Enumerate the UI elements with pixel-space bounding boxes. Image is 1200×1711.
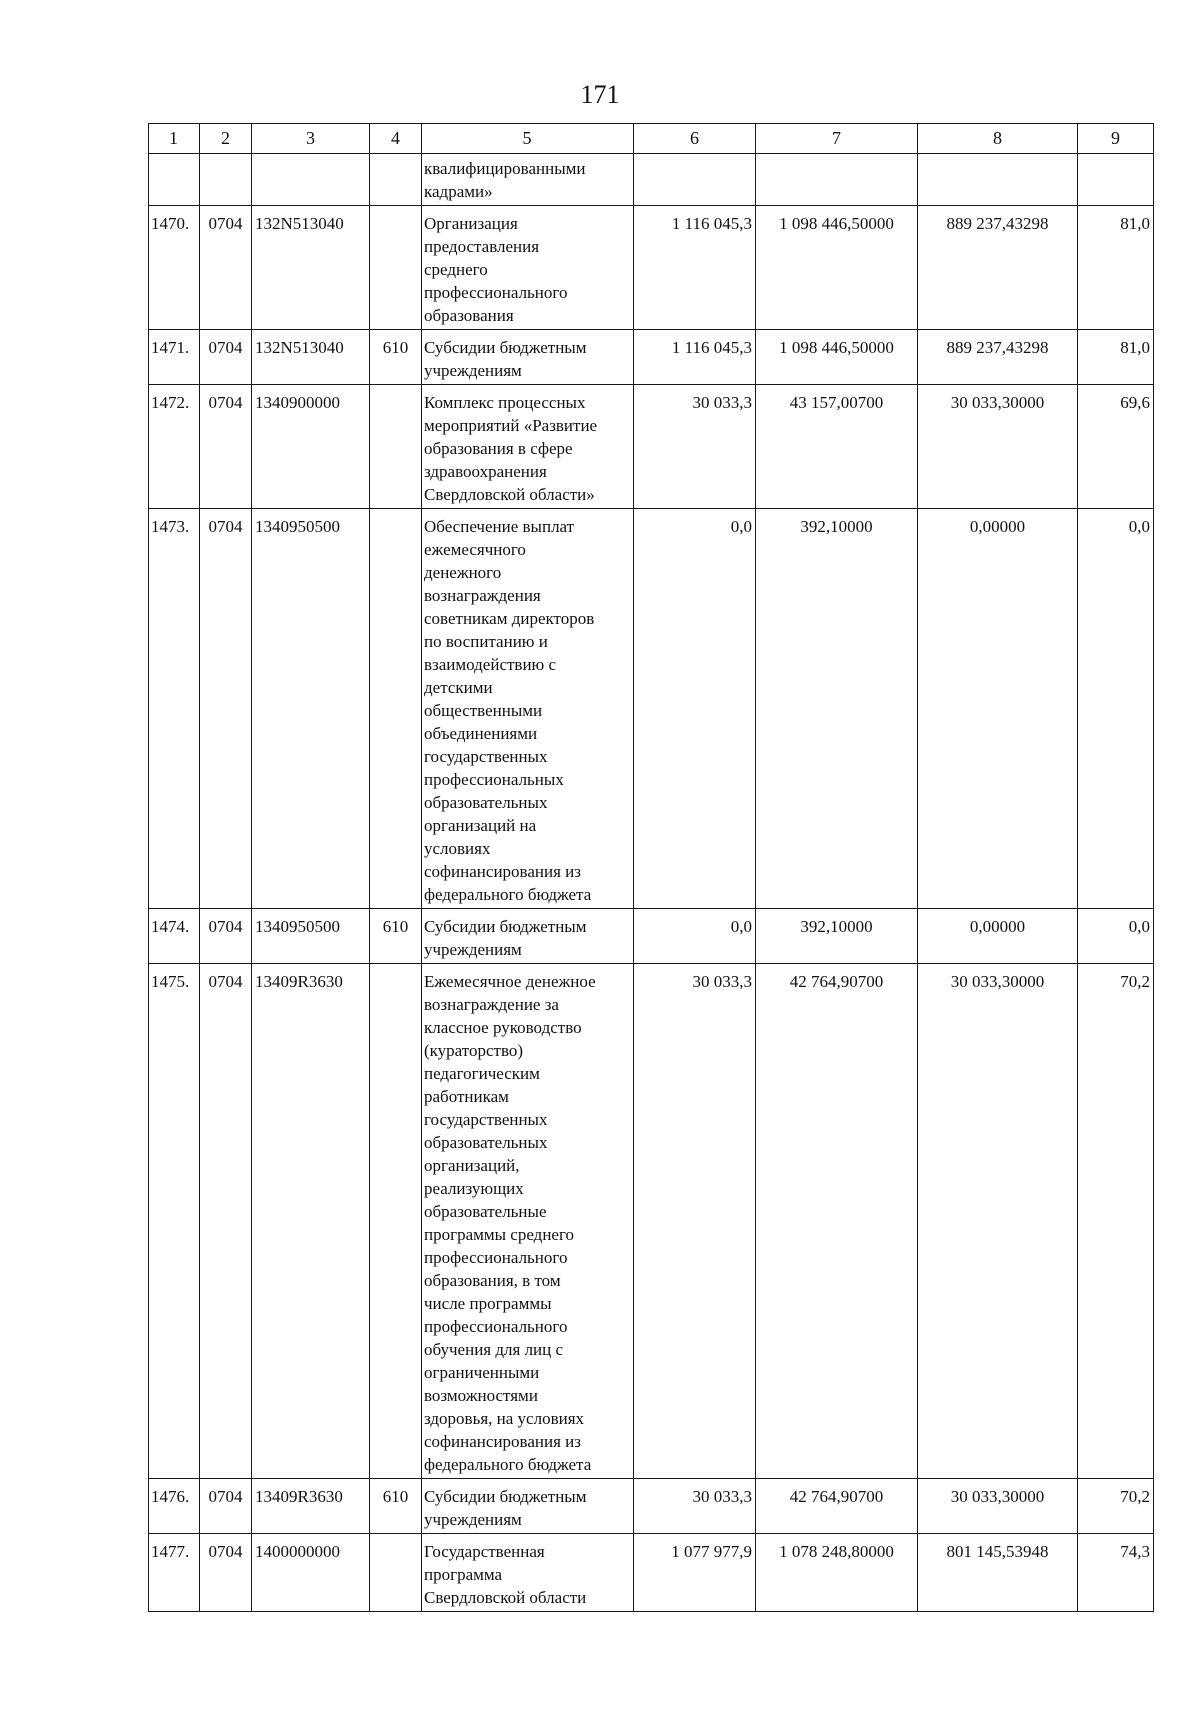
cell-name: квалифицированными кадрами» (422, 154, 634, 206)
cell-type (370, 964, 422, 1479)
cell-executed: 0,00000 (918, 909, 1078, 964)
cell-code: 132N513040 (252, 206, 370, 330)
cell-plan: 1 098 446,50000 (756, 330, 918, 385)
cell-percent: 0,0 (1078, 509, 1154, 909)
column-header-1: 1 (149, 124, 200, 154)
cell-approved: 1 116 045,3 (634, 330, 756, 385)
cell-name: Организация предоставления среднего профессионального образования (422, 206, 634, 330)
table-row (149, 330, 1154, 385)
cell-section: 0704 (200, 964, 252, 1479)
page-number: 171 (580, 80, 620, 109)
cell-type (370, 385, 422, 509)
cell-name: Обеспечение выплат ежемесячного денежного вознаграждения советникам директоров по воспитанию и взаимодействию с детскими общественными объединениями государственных профессиональных образовательных организаций на условиях софинансирования из федерального бюджета (422, 509, 634, 909)
cell-executed: 30 033,30000 (918, 1479, 1078, 1534)
cell-type (370, 1534, 422, 1612)
cell-approved (634, 154, 756, 206)
cell-section: 0704 (200, 509, 252, 909)
cell-approved: 1 116 045,3 (634, 206, 756, 330)
cell-plan: 42 764,90700 (756, 1479, 918, 1534)
cell-section: 0704 (200, 1479, 252, 1534)
column-header-6: 6 (634, 124, 756, 154)
cell-type (370, 154, 422, 206)
cell-percent: 70,2 (1078, 1479, 1154, 1534)
column-header-3: 3 (252, 124, 370, 154)
cell-approved: 1 077 977,9 (634, 1534, 756, 1612)
table-row (149, 1479, 1154, 1534)
cell-code: 1400000000 (252, 1534, 370, 1612)
cell-plan: 392,10000 (756, 509, 918, 909)
cell-plan: 392,10000 (756, 909, 918, 964)
table-row (149, 206, 1154, 330)
table-row (149, 509, 1154, 909)
cell-percent: 74,3 (1078, 1534, 1154, 1612)
cell-section: 0704 (200, 909, 252, 964)
cell-num: 1472. (149, 385, 200, 509)
column-header-2: 2 (200, 124, 252, 154)
cell-num: 1475. (149, 964, 200, 1479)
cell-approved: 30 033,3 (634, 964, 756, 1479)
cell-num: 1473. (149, 509, 200, 909)
cell-plan: 42 764,90700 (756, 964, 918, 1479)
cell-code: 132N513040 (252, 330, 370, 385)
cell-num: 1470. (149, 206, 200, 330)
column-header-7: 7 (756, 124, 918, 154)
cell-num: 1474. (149, 909, 200, 964)
cell-name: Субсидии бюджетным учреждениям (422, 909, 634, 964)
cell-name: Ежемесячное денежное вознаграждение за классное руководство (кураторство) педагогическим работникам государственных образовательных организаций, реализующих образовательные программы среднего профессионального образования, в том числе программы профессионального обучения для лиц с ограниченными возможностями здоровья, на условиях софинансирования из федерального бюджета (422, 964, 634, 1479)
cell-plan: 1 078 248,80000 (756, 1534, 918, 1612)
cell-plan (756, 154, 918, 206)
cell-section (200, 154, 252, 206)
cell-num: 1471. (149, 330, 200, 385)
column-header-5: 5 (422, 124, 634, 154)
cell-executed: 30 033,30000 (918, 964, 1078, 1479)
cell-code (252, 154, 370, 206)
cell-type: 610 (370, 909, 422, 964)
cell-type (370, 206, 422, 330)
cell-type: 610 (370, 330, 422, 385)
column-header-9: 9 (1078, 124, 1154, 154)
cell-approved: 30 033,3 (634, 1479, 756, 1534)
cell-percent: 81,0 (1078, 330, 1154, 385)
cell-approved: 30 033,3 (634, 385, 756, 509)
cell-executed: 889 237,43298 (918, 206, 1078, 330)
budget-table (148, 123, 1154, 1612)
cell-percent (1078, 154, 1154, 206)
cell-type: 610 (370, 1479, 422, 1534)
cell-executed: 889 237,43298 (918, 330, 1078, 385)
cell-percent: 69,6 (1078, 385, 1154, 509)
cell-type (370, 509, 422, 909)
cell-plan: 1 098 446,50000 (756, 206, 918, 330)
cell-num: 1476. (149, 1479, 200, 1534)
cell-num (149, 154, 200, 206)
cell-code: 1340900000 (252, 385, 370, 509)
cell-name: Государственная программа Свердловской области (422, 1534, 634, 1612)
cell-code: 1340950500 (252, 909, 370, 964)
cell-name: Комплекс процессных мероприятий «Развитие образования в сфере здравоохранения Свердловской области» (422, 385, 634, 509)
cell-name: Субсидии бюджетным учреждениям (422, 1479, 634, 1534)
cell-executed: 30 033,30000 (918, 385, 1078, 509)
continuation-row (149, 154, 1154, 206)
cell-name: Субсидии бюджетным учреждениям (422, 330, 634, 385)
cell-code: 13409R3630 (252, 1479, 370, 1534)
table-row (149, 1534, 1154, 1612)
cell-code: 1340950500 (252, 509, 370, 909)
cell-percent: 70,2 (1078, 964, 1154, 1479)
cell-code: 13409R3630 (252, 964, 370, 1479)
cell-executed (918, 154, 1078, 206)
cell-percent: 0,0 (1078, 909, 1154, 964)
column-header-4: 4 (370, 124, 422, 154)
cell-executed: 0,00000 (918, 509, 1078, 909)
cell-section: 0704 (200, 1534, 252, 1612)
cell-section: 0704 (200, 330, 252, 385)
cell-section: 0704 (200, 385, 252, 509)
column-header-8: 8 (918, 124, 1078, 154)
cell-approved: 0,0 (634, 909, 756, 964)
table-row (149, 964, 1154, 1479)
cell-percent: 81,0 (1078, 206, 1154, 330)
cell-num: 1477. (149, 1534, 200, 1612)
header-row (149, 124, 1154, 154)
table-row (149, 909, 1154, 964)
table-row (149, 385, 1154, 509)
cell-approved: 0,0 (634, 509, 756, 909)
cell-plan: 43 157,00700 (756, 385, 918, 509)
cell-section: 0704 (200, 206, 252, 330)
cell-executed: 801 145,53948 (918, 1534, 1078, 1612)
